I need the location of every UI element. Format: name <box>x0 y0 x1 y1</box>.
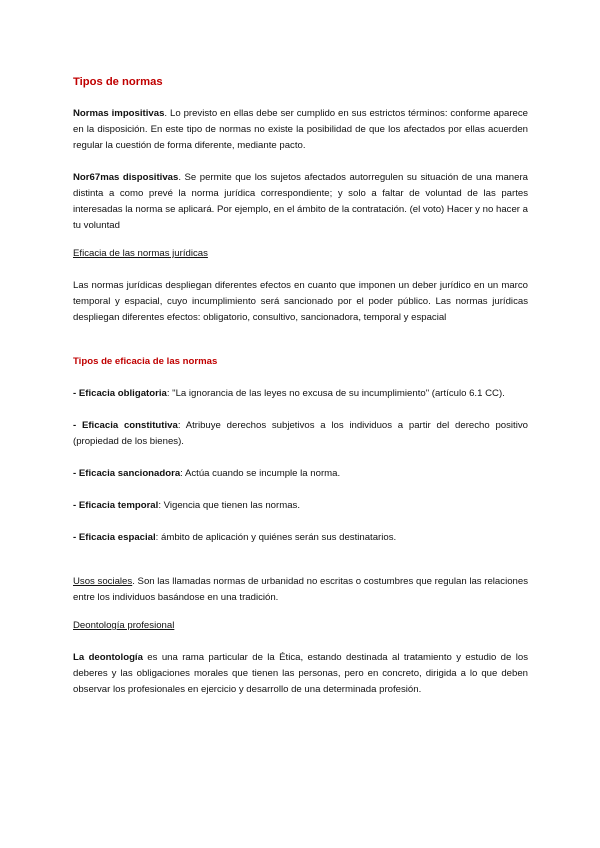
heading-deontologia: Deontología profesional <box>73 620 175 631</box>
term-eficacia-espacial: - Eficacia espacial <box>73 532 156 543</box>
paragraph-usos-sociales <box>73 574 528 606</box>
text-eficacia-obligatoria: : "La ignorancia de las leyes no excusa de su incumplimiento" (artículo 6.1 CC). <box>166 388 505 399</box>
list-item-eficacia-obligatoria <box>73 386 528 402</box>
term-deontologia: La deontología <box>73 652 143 663</box>
list-item-eficacia-espacial <box>73 530 528 546</box>
text-eficacia-espacial: : ámbito de aplicación y quiénes serán sus destinatarios. <box>155 532 397 543</box>
heading-eficacia-normas: Eficacia de las normas jurídicas <box>73 248 208 259</box>
paragraph-deontologia <box>73 650 528 698</box>
list-item-eficacia-temporal <box>73 498 528 514</box>
term-usos-sociales: Usos sociales <box>73 576 133 587</box>
text-eficacia-temporal: : Vigencia que tienen las normas. <box>158 500 300 511</box>
term-eficacia-constitutiva: - Eficacia constitutiva <box>73 420 178 431</box>
list-item-eficacia-sancionadora <box>73 466 528 482</box>
term-eficacia-temporal: - Eficacia temporal <box>73 500 159 511</box>
text-deontologia: es una rama particular de la Ética, estando destinada al tratamiento y estudio de los deberes y las obligaciones morales que tienen las personas, pero en concreto, dirigida a lo que deben observar los profesionales en ejercicio y desarrollo de una determinada profesión. <box>73 652 528 695</box>
term-eficacia-obligatoria: - Eficacia obligatoria <box>73 388 167 399</box>
term-eficacia-sancionadora: - Eficacia sancionadora <box>73 468 181 479</box>
paragraph-eficacia: Las normas jurídicas despliegan diferentes efectos en cuanto que imponen un deber jurídico en un marco temporal y espacial, cuyo incumplimiento será sancionado por el poder público. Las normas jurídicas despliegan diferentes efectos: obligatorio, consultivo, sancionadora, temporal y espacial <box>73 280 528 323</box>
list-item-eficacia-constitutiva <box>73 418 528 450</box>
text-normas-impositivas: . Lo previsto en ellas debe ser cumplido en sus estrictos términos: conforme aparece en la disposición. En este tipo de normas no existe la posibilidad de que los afectados por ellas acuerden regular la cuestión de forma diferente, mediante pacto. <box>73 108 528 151</box>
term-normas-impositivas: Normas impositivas <box>73 108 165 119</box>
heading-tipos-de-eficacia: Tipos de eficacia de las normas <box>73 356 218 367</box>
text-usos-sociales: . Son las llamadas normas de urbanidad no escritas o costumbres que regulan las relaciones entre los individuos basándose en una tradición. <box>73 576 529 603</box>
term-normas-dispositivas: Nor67mas dispositivas <box>73 172 179 183</box>
document-body <box>73 74 528 698</box>
paragraph-normas-impositivas <box>73 106 528 154</box>
text-normas-dispositivas: . Se permite que los sujetos afectados autorregulen su situación de una manera distinta a como prevé la norma jurídica correspondiente; y solo a faltar de voluntad de las partes interesadas la norma se aplicará. Por ejemplo, en el ámbito de la contratación. (el voto) Hacer y no hacer a tu voluntad <box>73 172 528 231</box>
text-eficacia-sancionadora: : Actúa cuando se incumple la norma. <box>180 468 341 479</box>
paragraph-normas-dispositivas <box>73 170 528 234</box>
heading-tipos-de-normas: Tipos de normas <box>73 76 163 88</box>
text-eficacia-constitutiva: : Atribuye derechos subjetivos a los individuos a partir del derecho positivo (propiedad de los bienes). <box>73 420 528 447</box>
